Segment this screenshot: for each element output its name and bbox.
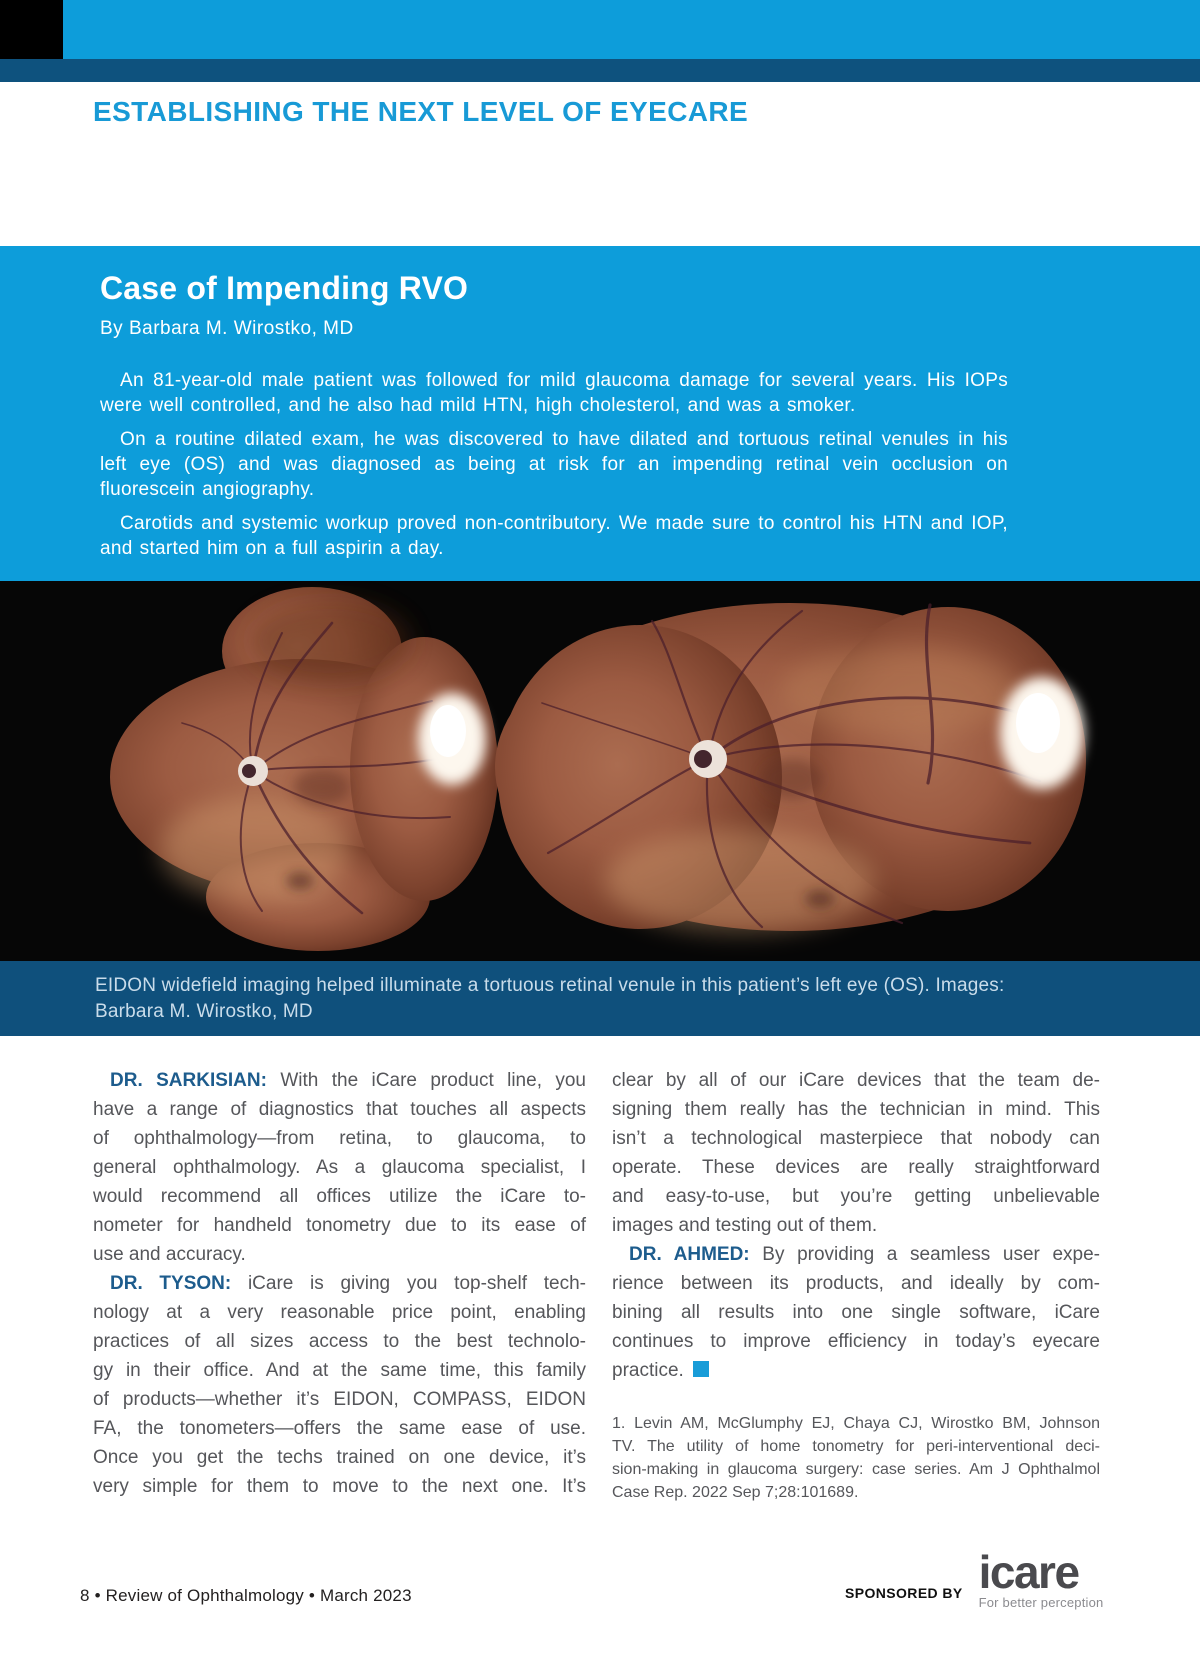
text-line: Case Rep. 2022 Sep 7;28:101689. <box>612 1484 859 1501</box>
corner-black-block <box>0 0 63 59</box>
text-line: of products—whether it’s EIDON, COMPASS, EIDON <box>93 1389 586 1410</box>
text-line: 1. Levin AM, McGlumphy EJ, Chaya CJ, Wirostko BM, Johnson <box>612 1415 1100 1432</box>
retina-photo-left <box>110 587 498 951</box>
text-line: images and testing out of them. <box>612 1215 878 1236</box>
text-line: rience between its products, and ideally by com- <box>612 1273 1100 1294</box>
case-byline: By Barbara M. Wirostko, MD <box>100 318 354 339</box>
article-left-column <box>93 1066 586 1501</box>
retina-photos-illustration <box>0 581 1200 961</box>
text-line: clear by all of our iCare devices that the team de- <box>612 1070 1100 1091</box>
text-line: continues to improve efficiency in today’s eyecare <box>612 1331 1100 1352</box>
top-cyan-bar <box>63 0 1200 59</box>
text-line: DR. TYSON: iCare is giving you top-shelf tech- <box>110 1273 587 1294</box>
end-of-article-mark-icon <box>693 1361 709 1377</box>
paragraph: An 81-year-old male patient was followed for mild glaucoma damage for several years. His IOPs were well controlled, and he also had mild HTN, high cholesterol, and was a smoker. <box>100 370 1008 416</box>
text-line: nometer for handheld tonometry due to its ease of <box>93 1215 586 1236</box>
retina-photo-right <box>495 603 1086 933</box>
text-line: practice. <box>612 1356 1100 1385</box>
case-study-box <box>0 246 1200 581</box>
text-line: Once you get the techs trained on one device, it’s <box>93 1447 586 1468</box>
text-line: very simple for them to move to the next one. It’s <box>93 1476 586 1497</box>
text-line: use and accuracy. <box>93 1244 246 1265</box>
text-line: general ophthalmology. As a glaucoma specialist, I <box>93 1157 586 1178</box>
case-title: Case of Impending RVO <box>100 270 469 306</box>
text-line: isn’t a technological masterpiece that nobody can <box>612 1128 1100 1149</box>
article-right-column <box>612 1066 1100 1504</box>
text-line: practices of all sizes access to the best technolo- <box>93 1331 586 1352</box>
text-line: DR. SARKISIAN: With the iCare product line, you <box>110 1070 587 1091</box>
retina-figure-panel <box>0 581 1200 961</box>
text-line: FA, the tonometers—offers the same ease of use. <box>93 1418 586 1439</box>
text-line: TV. The utility of home tonometry for peri-interventional deci- <box>612 1438 1100 1455</box>
speaker-name: DR. TYSON: <box>110 1273 232 1294</box>
speaker-name: DR. AHMED: <box>629 1244 750 1265</box>
sponsored-by-label: SPONSORED BY <box>845 1584 963 1601</box>
text-line: DR. AHMED: By providing a seamless user expe- <box>629 1244 1100 1265</box>
page-headline: ESTABLISHING THE NEXT LEVEL OF EYECARE <box>93 96 749 127</box>
paragraph: Carotids and systemic workup proved non-contributory. We made sure to control his HTN and IOP, and started him on a full aspirin a day. <box>100 513 1008 559</box>
figure-caption-line2: Barbara M. Wirostko, MD <box>95 1001 313 1022</box>
text-line: operate. These devices are really straightforward <box>612 1157 1100 1178</box>
icare-logo-tagline: For better perception <box>978 1595 1104 1610</box>
paragraph: On a routine dilated exam, he was discovered to have dilated and tortuous retinal venules in his left eye (OS) and was diagnosed as being at risk for an impending retinal vein occlusion on fluorescein angiography. <box>100 429 1008 500</box>
figure-caption-line1: EIDON widefield imaging helped illuminate a tortuous retinal venule in this patient’s left eye (OS). Images: <box>95 975 1005 996</box>
page-footer-info: 8 • Review of Ophthalmology • March 2023 <box>80 1586 412 1605</box>
text-line: bining all results into one single software, iCare <box>612 1302 1100 1323</box>
sponsor-block <box>845 1546 1127 1610</box>
text-line: signing them really has the technician in mind. This <box>612 1099 1100 1120</box>
case-paragraphs <box>100 368 1008 570</box>
text-line: sion-making in glaucoma surgery: case series. Am J Ophthalmol <box>612 1461 1100 1478</box>
text-line: and easy-to-use, but you’re getting unbelievable <box>612 1186 1100 1207</box>
text-line: have a range of diagnostics that touches all aspects <box>93 1099 586 1120</box>
text-line: gy in their office. And at the same time, this family <box>93 1360 586 1381</box>
article-right-column-text <box>612 1066 1100 1385</box>
top-darkblue-bar <box>0 59 1200 82</box>
figure-caption <box>0 961 1200 1036</box>
text-line: of ophthalmology—from retina, to glaucoma, to <box>93 1128 586 1149</box>
speaker-name: DR. SARKISIAN: <box>110 1070 267 1091</box>
icare-logo <box>978 1546 1104 1610</box>
icare-logo-text: icare <box>978 1546 1079 1598</box>
text-line: would recommend all offices utilize the iCare to- <box>93 1186 586 1207</box>
text-line: nology at a very reasonable price point, enabling <box>93 1302 586 1323</box>
reference-footnote <box>612 1412 1100 1504</box>
